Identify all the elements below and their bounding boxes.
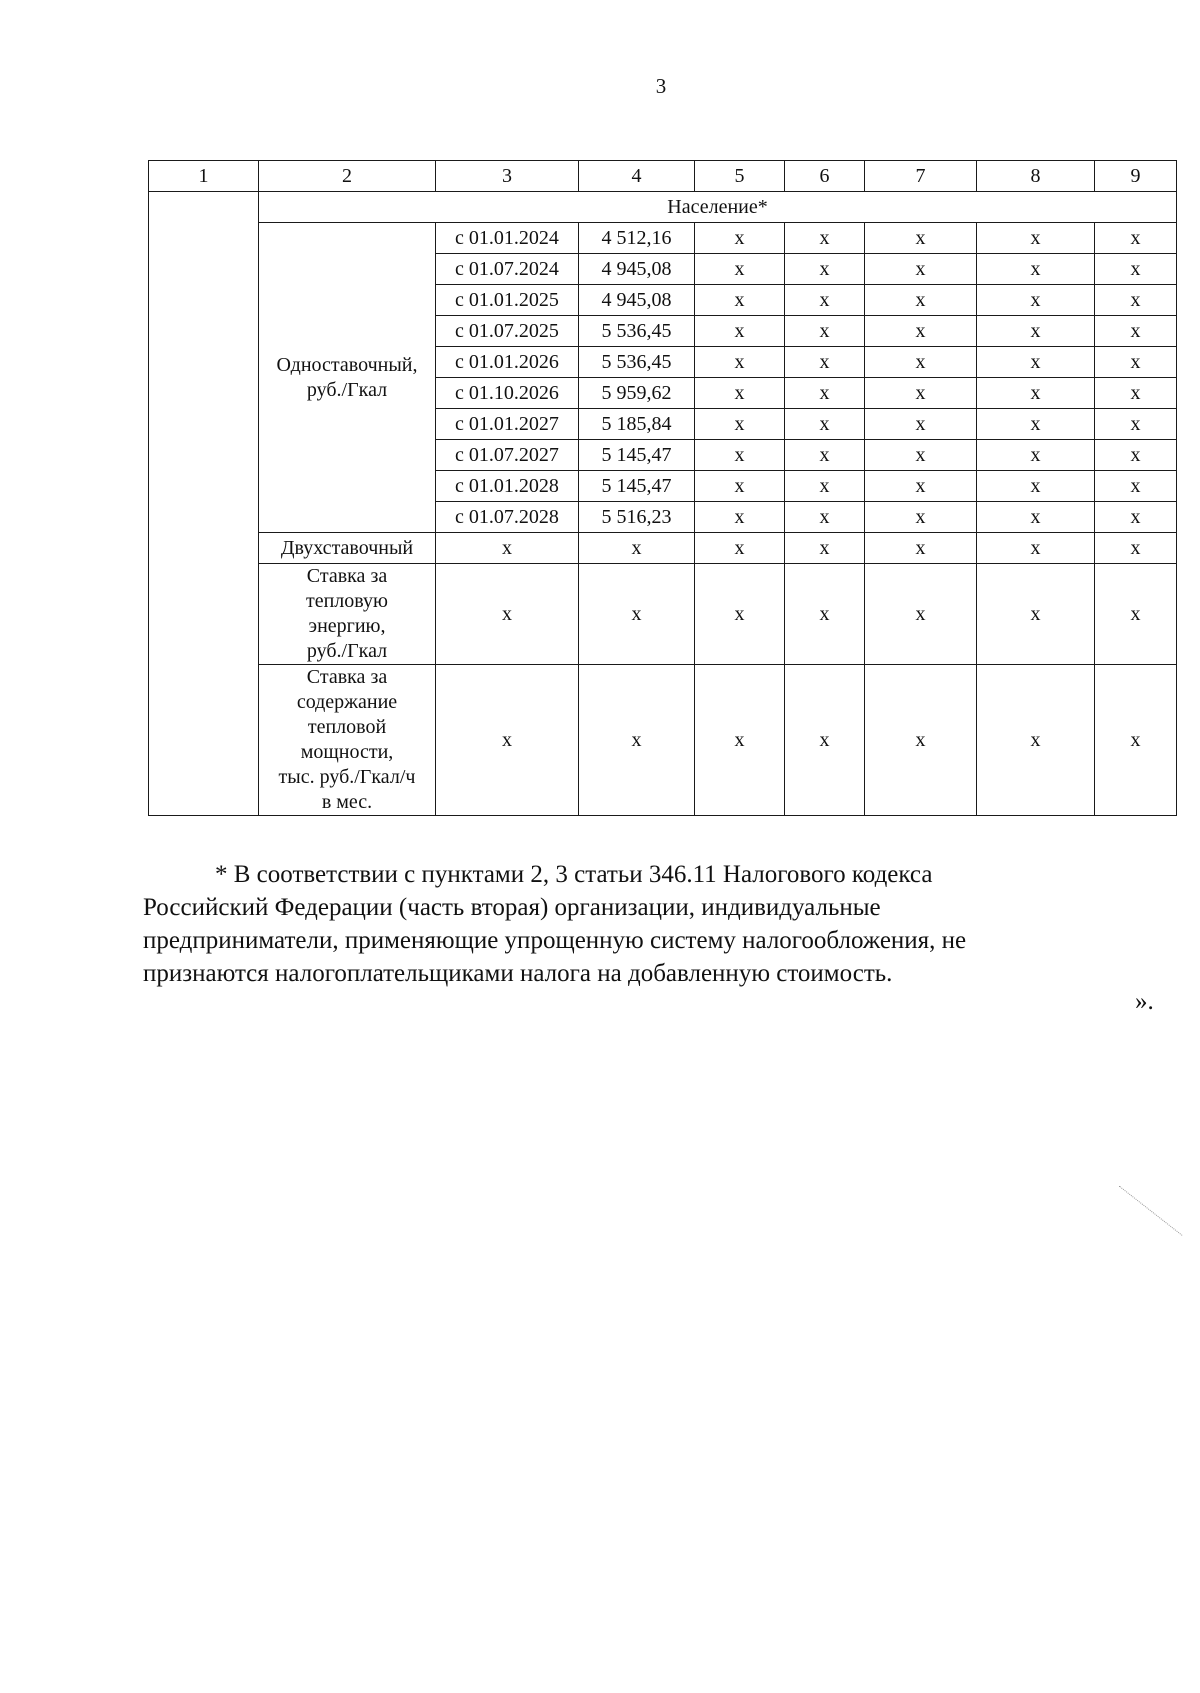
label-line: руб./Гкал <box>306 378 388 401</box>
empty-mark: x <box>977 223 1095 254</box>
value-cell: 4 945,08 <box>579 285 695 316</box>
empty-mark: x <box>695 223 785 254</box>
empty-mark: x <box>1095 665 1177 816</box>
empty-mark: x <box>865 316 977 347</box>
empty-mark: x <box>695 665 785 816</box>
empty-mark: x <box>1095 409 1177 440</box>
empty-mark: x <box>1095 316 1177 347</box>
empty-mark: x <box>695 378 785 409</box>
column-number: 1 <box>149 161 259 192</box>
empty-mark: x <box>436 533 579 564</box>
empty-mark: x <box>1095 502 1177 533</box>
column-number: 7 <box>865 161 977 192</box>
date-cell: с 01.07.2028 <box>436 502 579 533</box>
date-cell: с 01.01.2024 <box>436 223 579 254</box>
column-number: 5 <box>695 161 785 192</box>
column-number: 4 <box>579 161 695 192</box>
empty-mark: x <box>785 471 865 502</box>
empty-mark: x <box>1095 378 1177 409</box>
date-cell: с 01.07.2024 <box>436 254 579 285</box>
blank-cell <box>149 192 259 816</box>
empty-mark: x <box>695 502 785 533</box>
empty-mark: x <box>865 564 977 665</box>
footnote-line: * В соответствии с пунктами 2, 3 статьи 346.11 Налогового кодекса <box>215 861 933 888</box>
empty-mark: x <box>1095 440 1177 471</box>
empty-mark: x <box>865 223 977 254</box>
empty-mark: x <box>1095 471 1177 502</box>
empty-mark: x <box>579 665 695 816</box>
footnote <box>143 858 1175 990</box>
empty-mark: x <box>1095 223 1177 254</box>
empty-mark: x <box>865 471 977 502</box>
page-number: 3 <box>655 74 667 98</box>
table-row <box>149 223 1177 254</box>
empty-mark: x <box>695 471 785 502</box>
empty-mark: x <box>977 502 1095 533</box>
empty-mark: x <box>865 502 977 533</box>
value-cell: 5 536,45 <box>579 316 695 347</box>
scan-artifact <box>1118 1186 1183 1238</box>
empty-mark: x <box>785 285 865 316</box>
empty-mark: x <box>977 409 1095 440</box>
date-cell: с 01.01.2026 <box>436 347 579 378</box>
label-line: Одноставочный, <box>276 353 418 376</box>
empty-mark: x <box>785 316 865 347</box>
empty-mark: x <box>977 316 1095 347</box>
value-cell: 5 145,47 <box>579 440 695 471</box>
empty-mark: x <box>977 347 1095 378</box>
empty-mark: x <box>785 378 865 409</box>
capacity-rate-label <box>259 665 436 816</box>
empty-mark: x <box>977 665 1095 816</box>
footnote-line: предприниматели, применяющие упрощенную систему налогообложения, не <box>143 927 967 954</box>
empty-mark: x <box>695 409 785 440</box>
empty-mark: x <box>865 347 977 378</box>
empty-mark: x <box>695 285 785 316</box>
empty-mark: x <box>785 409 865 440</box>
label-line: содержание <box>296 691 398 713</box>
value-cell: 4 512,16 <box>579 223 695 254</box>
empty-mark: x <box>579 564 695 665</box>
empty-mark: x <box>1095 533 1177 564</box>
empty-mark: x <box>785 347 865 378</box>
label-line: в мес. <box>321 791 373 813</box>
closing-quote: ». <box>1135 988 1154 1015</box>
empty-mark: x <box>977 378 1095 409</box>
empty-mark: x <box>977 254 1095 285</box>
label-line: Ставка за <box>306 666 388 688</box>
empty-mark: x <box>977 285 1095 316</box>
empty-mark: x <box>1095 254 1177 285</box>
label-line: мощности, <box>300 741 394 763</box>
value-cell: 5 959,62 <box>579 378 695 409</box>
empty-mark: x <box>865 533 977 564</box>
empty-mark: x <box>1095 285 1177 316</box>
tariff-table <box>148 160 1177 816</box>
empty-mark: x <box>865 440 977 471</box>
empty-mark: x <box>785 564 865 665</box>
section-title: Население* <box>259 192 1177 223</box>
empty-mark: x <box>977 564 1095 665</box>
date-cell: с 01.01.2025 <box>436 285 579 316</box>
value-cell: 5 185,84 <box>579 409 695 440</box>
value-cell: 5 145,47 <box>579 471 695 502</box>
empty-mark: x <box>977 440 1095 471</box>
date-cell: с 01.07.2027 <box>436 440 579 471</box>
table-row <box>149 533 1177 564</box>
empty-mark: x <box>977 533 1095 564</box>
empty-mark: x <box>865 285 977 316</box>
value-cell: 5 536,45 <box>579 347 695 378</box>
footnote-line: Российский Федерации (часть вторая) организации, индивидуальные <box>143 894 881 921</box>
empty-mark: x <box>436 564 579 665</box>
column-number: 3 <box>436 161 579 192</box>
table-row <box>149 564 1177 665</box>
column-number-row <box>149 161 1177 192</box>
column-number: 9 <box>1095 161 1177 192</box>
value-cell: 4 945,08 <box>579 254 695 285</box>
date-cell: с 01.10.2026 <box>436 378 579 409</box>
empty-mark: x <box>865 254 977 285</box>
empty-mark: x <box>865 409 977 440</box>
empty-mark: x <box>785 223 865 254</box>
empty-mark: x <box>695 564 785 665</box>
column-number: 2 <box>259 161 436 192</box>
empty-mark: x <box>579 533 695 564</box>
empty-mark: x <box>977 471 1095 502</box>
empty-mark: x <box>785 533 865 564</box>
empty-mark: x <box>695 347 785 378</box>
empty-mark: x <box>1095 564 1177 665</box>
empty-mark: x <box>785 440 865 471</box>
label-line: энергию, <box>308 615 386 637</box>
footnote-line: признаются налогоплательщиками налога на добавленную стоимость. <box>143 960 893 987</box>
tariff-table-body <box>149 161 1177 816</box>
table-row <box>149 665 1177 816</box>
empty-mark: x <box>695 254 785 285</box>
date-cell: с 01.01.2027 <box>436 409 579 440</box>
empty-mark: x <box>865 665 977 816</box>
empty-mark: x <box>695 533 785 564</box>
section-row <box>149 192 1177 223</box>
empty-mark: x <box>436 665 579 816</box>
column-number: 8 <box>977 161 1095 192</box>
label-line: тепловой <box>307 716 387 738</box>
empty-mark: x <box>695 440 785 471</box>
date-cell: с 01.01.2028 <box>436 471 579 502</box>
empty-mark: x <box>1095 347 1177 378</box>
heat-rate-label <box>259 564 436 665</box>
empty-mark: x <box>695 316 785 347</box>
label-line: тыс. руб./Гкал/ч <box>278 766 416 788</box>
empty-mark: x <box>785 665 865 816</box>
label-line: руб./Гкал <box>306 640 388 662</box>
empty-mark: x <box>865 378 977 409</box>
label-line: Ставка за <box>306 565 388 587</box>
empty-mark: x <box>785 254 865 285</box>
single-rate-label <box>259 223 436 533</box>
date-cell: с 01.07.2025 <box>436 316 579 347</box>
column-number: 6 <box>785 161 865 192</box>
two-rate-label: Двухставочный <box>259 533 436 564</box>
value-cell: 5 516,23 <box>579 502 695 533</box>
empty-mark: x <box>785 502 865 533</box>
label-line: тепловую <box>305 590 388 612</box>
